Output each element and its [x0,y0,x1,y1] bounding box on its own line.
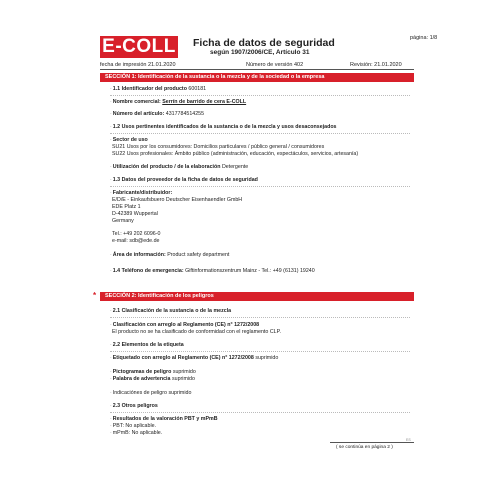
info-value: Product safety department [167,252,230,258]
divider [110,412,410,413]
pbt-label: Resultados de la valoración PBT y mPmB [112,416,218,422]
other-hazards: ·2.3 Otros peligros [110,403,158,409]
use-label: Utilización del producto / de la elaboración [112,164,221,170]
pbt-value: PBT: No aplicable. [112,423,157,429]
header-divider [100,69,414,70]
sector-of-use: ·Sector de uso [110,137,148,143]
hazard-value: suprimido [168,390,192,396]
info-label: Área de información: [112,252,166,258]
pictograms-value: suprimido [172,369,196,375]
trade-name-row: ·Nombre comercial: Serrín de barrido de cera E-COLL [110,99,247,105]
identified-uses: ·1.2 Usos pertinentes identificados de la sustancia o de la mezcla y usos desaconsejados [110,124,337,130]
su22-line: SU22 Usos profesionales: Ámbito público (administración, educación, espectáculos, servicios, artesanía) [112,151,359,157]
manufacturer-label: Fabricante/distribuidor: [112,190,173,196]
pictograms-row: ·Pictogramas de peligro suprimido [110,369,196,375]
label-elements: ·2.2 Elementos de la etiqueta [110,342,184,348]
trade-name: Serrín de barrido de cera E-COLL [162,99,247,105]
revision-marker: * [93,291,97,300]
item-1-2-label: 1.2 Usos pertinentes identificados de la sustancia o de la mezcla y usos desaconsejados [112,124,337,130]
clp-classification: ·Clasificación con arreglo al Reglamento (CE) n° 1272/2008 [110,322,260,328]
item-1-4-label: 1.4 Teléfono de emergencia: [112,268,184,274]
manufacturer-row: ·Fabricante/distribuidor: [110,190,173,196]
address-line-4: Germany [112,218,134,224]
hazard-label: Indicaciónes de peligro [112,390,167,396]
company-logo: E-COLL [100,36,178,58]
article-number-row: ·Número del artículo: 4317784514255 [110,111,205,117]
sector-label: Sector de uso [112,137,148,143]
address-line-2: EDE Platz 1 [112,204,141,210]
page-number: página: 1/8 [410,35,438,41]
divider [110,317,410,318]
product-identifier: ·1.1 Identificador del producto 600181 [110,86,207,92]
signal-word-value: suprimido [171,376,195,382]
telephone: Tel.: +49 202 6096-0 [112,231,161,237]
labelling-value: suprimido [255,355,279,361]
continued-note: ( se continúa en página 2 ) [336,445,393,450]
divider [110,133,410,134]
print-date: fecha de impresión 21.01.2020 [100,62,176,68]
divider [110,351,410,352]
hazard-statements-row: ·Indicaciónes de peligro suprimido [110,390,192,396]
signal-word-label: Palabra de advertencia [112,376,171,382]
language-code: ES [406,438,411,442]
item-2-2-label: 2.2 Elementos de la etiqueta [112,342,184,348]
labelling-row: ·Etiquetado con arreglo al Reglamento (CE) n° 1272/2008 suprimido [110,355,279,361]
classification: ·2.1 Clasificación de la sustancia o de la mezcla [110,308,232,314]
labelling-label: Etiquetado con arreglo al Reglamento (CE) n° 1272/2008 [112,355,254,361]
emergency-phone-row: ·1.4 Teléfono de emergencia: Giftinformationszentrum Mainz - Tel.: +49 (6131) 19240 [110,268,315,274]
use-value: Detergente [221,164,249,170]
item-1-3-label: 1.3 Datos del proveedor de la ficha de datos de seguridad [112,177,258,183]
item-2-1-label: 2.1 Clasificación de la sustancia o de la mezcla [112,308,232,314]
article-label: Número del artículo: [112,111,165,117]
address-line-1: E/D/E - Einkaufsbuero Deutscher Eisenhaendler GmbH [112,197,243,203]
mpmb-row: ·mPmB: No aplicable. [110,430,163,436]
trade-name-label: Nombre comercial: [112,99,161,105]
class-label: Clasificación con arreglo al Reglamento (CE) n° 1272/2008 [112,322,260,328]
product-use-row: ·Utilización del producto / de la elaboración Detergente [110,164,249,170]
signal-word-row: ·Palabra de advertencia suprimido [110,376,195,382]
mpmb-value: mPmB: No aplicable. [112,430,163,436]
pbt-row: ·PBT: No aplicable. [110,423,157,429]
revision-date: Revisión: 21.01.2020 [350,62,402,68]
document-title: Ficha de datos de seguridad [193,37,335,49]
section-2-header: SECCIÓN 2: Identificación de los peligros [100,292,414,301]
su21-line: SU21 Usos por los consumidores: Domicilios particulares / público general / consumidores [112,144,325,150]
version-number: Número de versión 402 [246,62,304,68]
product-id: 600181 [188,86,207,92]
divider [110,95,410,96]
item-2-3-label: 2.3 Otros peligros [112,403,158,409]
address-line-3: D-42389 Wuppertal [112,211,158,217]
article-number: 4317784514255 [165,111,205,117]
footer-divider [330,442,414,443]
section-1-header: SECCIÓN 1: Identificación de la sustancia o la mezcla y de la sociedad o la empresa [100,73,414,82]
email: e-mail: sdb@ede.de [112,238,160,244]
item-1-1-label: 1.1 Identificador del producto [112,86,187,92]
document-subtitle: según 1907/2006/CE, Artículo 31 [210,49,310,56]
supplier-details: ·1.3 Datos del proveedor de la ficha de datos de seguridad [110,177,258,183]
pictograms-label: Pictogramas de peligro [112,369,172,375]
class-text: El producto no se ha clasificado de conformidad con el reglamento CLP. [112,329,281,335]
pbt-assessment: ·Resultados de la valoración PBT y mPmB [110,416,218,422]
emergency-number: Giftinformationszentrum Mainz - Tel.: +49 (6131) 19240 [185,268,315,274]
divider [110,186,410,187]
information-area-row: ·Área de información: Product safety department [110,252,230,258]
